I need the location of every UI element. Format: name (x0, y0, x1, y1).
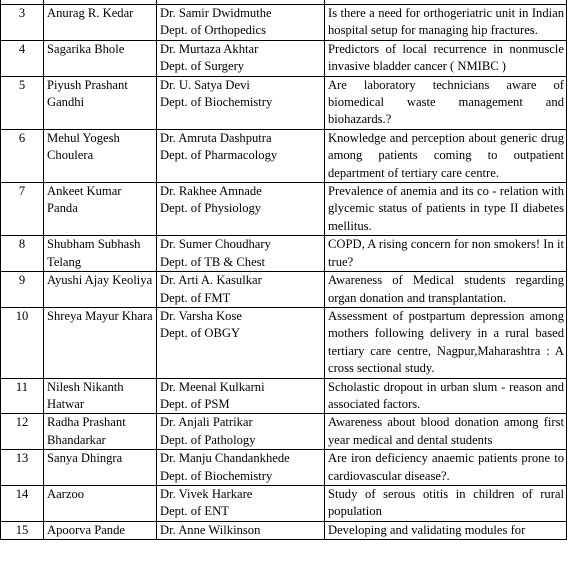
project-title-cell: Awareness of Medical students regarding organ donation and transplantation. (325, 272, 567, 308)
guide-cell (157, 414, 325, 450)
student-name-cell: Piyush Prashant Gandhi (44, 76, 157, 129)
guide-name: Dr. Murtaza Akhtar (160, 41, 259, 56)
guide-department: Dept. of Biochemistry (160, 95, 273, 110)
serial-number-cell: 15 (1, 521, 44, 539)
table-row (1, 414, 567, 450)
project-title-cell: Developing and validating modules for (325, 521, 567, 539)
project-title-cell: Awareness about blood donation among first year medical and dental students (325, 414, 567, 450)
serial-number-cell: 4 (1, 40, 44, 76)
project-title-cell: Assessment of postpartum depression among mothers following delivery in a rural based tertiary care centre, Nagpur,Maharashtra : A cross sectional study. (325, 307, 567, 378)
guide-cell (157, 129, 325, 182)
table-body (1, 0, 567, 540)
student-name-cell: Anurag R. Kedar (44, 5, 157, 41)
guide-department: Dept. of PSM (160, 396, 230, 411)
student-name-cell: Apoorva Pande (44, 521, 157, 539)
guide-department: Dept. of Biochemistry (160, 468, 273, 483)
guide-department: Dept. of ENT (160, 504, 229, 519)
table-row (1, 307, 567, 378)
guide-name: Dr. Anne Wilkinson (160, 522, 261, 537)
guide-name: Dr. Meenal Kulkarni (160, 379, 265, 394)
student-name-cell: Mehul Yogesh Choulera (44, 129, 157, 182)
guide-department: Dept. of Orthopedics (160, 23, 266, 38)
guide-cell (157, 272, 325, 308)
serial-number-cell: 12 (1, 414, 44, 450)
project-title-cell: Prevalence of anemia and its co - relation with glycemic status of patients in type II diabetes mellitus. (325, 183, 567, 236)
guide-cell (157, 521, 325, 539)
guide-cell (157, 307, 325, 378)
guide-name: Dr. Arti A. Kasulkar (160, 273, 262, 288)
guide-department: Dept. of OBGY (160, 326, 241, 341)
guide-name: Dr. Samir Dwidmuthe (160, 6, 272, 20)
project-title-cell: Are laboratory technicians aware of biomedical waste management and biohazards.? (325, 76, 567, 129)
guide-cell (157, 76, 325, 129)
guide-name: Dr. Vivek Harkare (160, 486, 253, 501)
project-title-cell: COPD, A rising concern for non smokers! In it true? (325, 236, 567, 272)
project-title-cell: Are iron deficiency anaemic patients prone to cardiovascular disease?. (325, 450, 567, 486)
guide-department: Dept. of Pharmacology (160, 148, 278, 163)
student-name-cell: Sagarika Bhole (44, 40, 157, 76)
guide-cell (157, 40, 325, 76)
guide-cell (157, 378, 325, 414)
student-name-cell: Nilesh Nikanth Hatwar (44, 378, 157, 414)
table-row (1, 521, 567, 539)
table-row (1, 40, 567, 76)
guide-cell (157, 450, 325, 486)
student-name-cell: Aarzoo (44, 485, 157, 521)
guide-name: Dr. U. Satya Devi (160, 77, 250, 92)
guide-department: Dept. of Pathology (160, 432, 256, 447)
guide-cell (157, 485, 325, 521)
guide-department: Dept. of FMT (160, 290, 231, 305)
serial-number-cell: 11 (1, 378, 44, 414)
table-row (1, 236, 567, 272)
serial-number-cell: 6 (1, 129, 44, 182)
guide-cell (157, 5, 325, 41)
guide-cell (157, 183, 325, 236)
table-row (1, 183, 567, 236)
guide-name: Dr. Varsha Kose (160, 308, 242, 323)
serial-number-cell: 9 (1, 272, 44, 308)
table-row (1, 129, 567, 182)
serial-number-cell: 13 (1, 450, 44, 486)
student-name-cell: Ankeet Kumar Panda (44, 183, 157, 236)
serial-number-cell: 8 (1, 236, 44, 272)
student-name-cell: Shubham Subhash Telang (44, 236, 157, 272)
guide-name: Dr. Anjali Patrikar (160, 415, 253, 430)
guide-name: Dr. Rakhee Amnade (160, 184, 262, 199)
serial-number-cell: 10 (1, 307, 44, 378)
serial-number-cell: 3 (1, 5, 44, 41)
guide-cell (157, 236, 325, 272)
project-title-cell: Is there a need for orthogeriatric unit in Indian hospital setup for managing hip fractures. (325, 5, 567, 41)
project-title-cell: Scholastic dropout in urban slum - reason and associated factors. (325, 378, 567, 414)
table-row (1, 76, 567, 129)
project-title-cell: Knowledge and perception about generic drug among patients coming to outpatient department of tertiary care centre. (325, 129, 567, 182)
serial-number-cell: 5 (1, 76, 44, 129)
table-row (1, 378, 567, 414)
guide-name: Dr. Sumer Choudhary (160, 237, 271, 252)
guide-department: Dept. of Physiology (160, 201, 262, 216)
guide-department: Dept. of Surgery (160, 59, 245, 74)
student-name-cell: Ayushi Ajay Keoliya (44, 272, 157, 308)
guide-name: Dr. Amruta Dashputra (160, 130, 272, 145)
table-row (1, 5, 567, 41)
student-name-cell: Sanya Dhingra (44, 450, 157, 486)
serial-number-cell: 7 (1, 183, 44, 236)
guide-department: Dept. of TB & Chest (160, 254, 266, 269)
serial-number-cell: 14 (1, 485, 44, 521)
project-title-cell: Study of serous otitis in children of rural population (325, 485, 567, 521)
student-name-cell: Shreya Mayur Khara (44, 307, 157, 378)
student-name-cell: Radha Prashant Bhandarkar (44, 414, 157, 450)
table-row (1, 485, 567, 521)
table-row (1, 450, 567, 486)
project-title-cell: Predictors of local recurrence in nonmuscle invasive bladder cancer ( NMIBC ) (325, 40, 567, 76)
guide-name: Dr. Manju Chandankhede (160, 451, 290, 466)
table-row (1, 272, 567, 308)
